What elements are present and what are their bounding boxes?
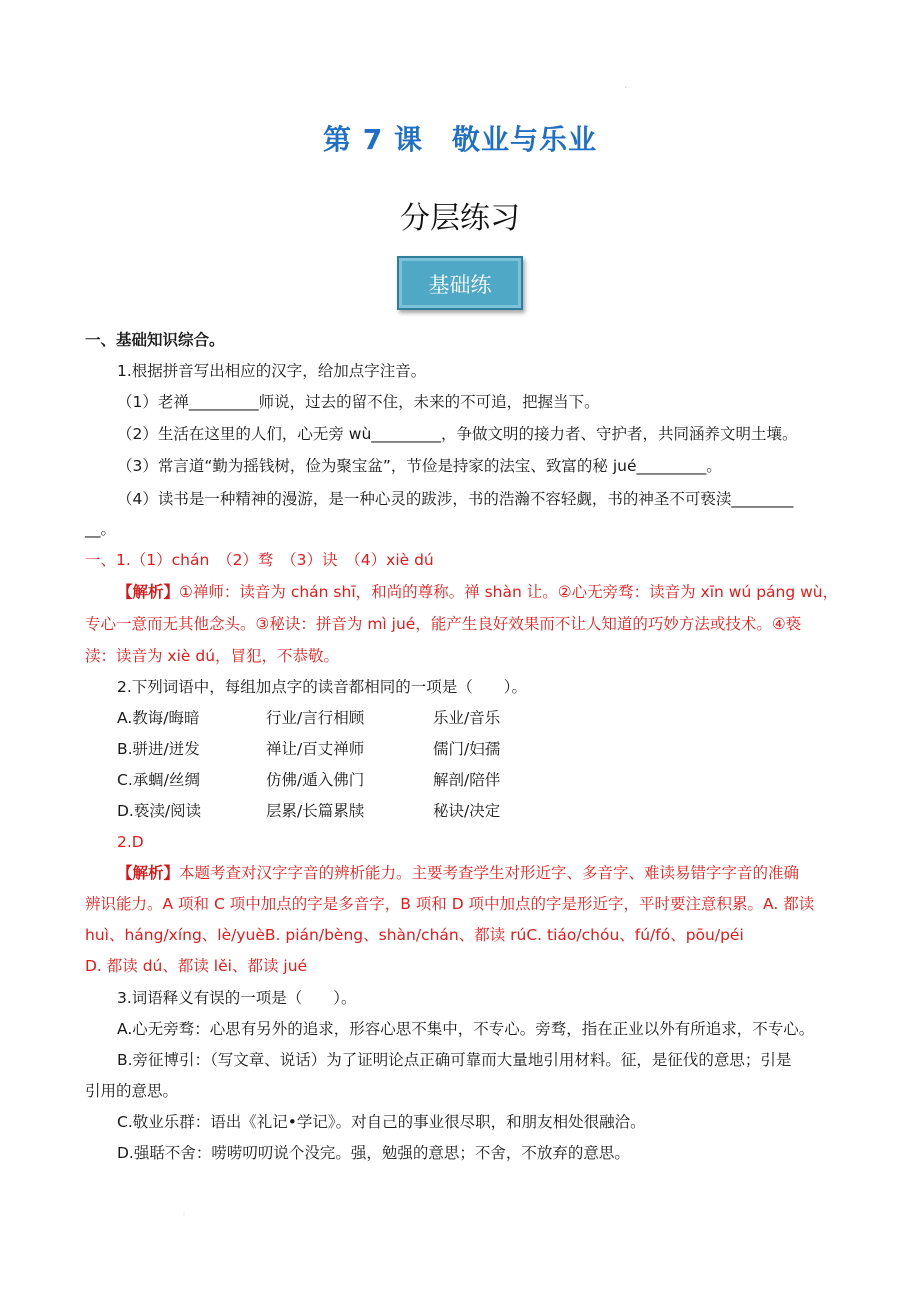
analysis-label: 【解析】	[117, 864, 180, 882]
question-1-item: （1）老禅_________师说，过去的留不住，未来的不可追，把握当下。	[117, 393, 600, 411]
question-3-option: D.强聒不舍：唠唠叨叨说个没完。强，勉强的意思；不舍，不放弃的意思。	[117, 1144, 630, 1162]
scan-mark: :	[183, 1210, 186, 1217]
analysis-label: 【解析】	[117, 583, 180, 601]
page-title: 第 7 课 敬业与乐业	[323, 123, 597, 156]
question-1-item: （2）生活在这里的人们，心无旁 wù_________，争做文明的接力者、守护者，共同涵养文明土壤。	[117, 425, 798, 443]
question-1-prompt: 1.根据拼音写出相应的汉字，给加点字注音。	[117, 362, 427, 380]
question-2-option: 禅让/百丈禅师	[266, 740, 365, 758]
page-subtitle: 分层练习	[400, 201, 520, 236]
question-2-option: A.教诲/晦暗	[117, 709, 200, 727]
question-1-item: （3）常言道“勤为摇钱树，俭为聚宝盆”，节俭是持家的法宝、致富的秘 jué_________。	[117, 457, 722, 475]
question-2-analysis	[117, 863, 799, 883]
question-2-option: D.亵渎/阅读	[117, 802, 202, 820]
level-badge: 基础练	[397, 256, 523, 310]
scan-mark: '	[625, 86, 627, 93]
question-2-analysis: huì、háng/xíng、lè/yuèB. pián/bèng、shàn/chán、都读 rúC. tiáo/chóu、fú/fó、pōu/péi	[85, 926, 744, 944]
question-2-answer: 2.D	[117, 833, 144, 851]
question-2-option: 秘诀/决定	[433, 802, 501, 820]
question-3-option: 引用的意思。	[85, 1082, 179, 1100]
question-3-prompt: 3.词语释义有误的一项是（ ）。	[117, 989, 357, 1007]
question-1-item: __。	[85, 520, 117, 538]
question-2-option: 层累/长篇累牍	[266, 802, 365, 820]
question-2-option: B.骈进/迸发	[117, 740, 200, 758]
question-2-option: C.承蜩/丝绸	[117, 771, 200, 789]
question-3-option: C.敬业乐群：语出《礼记•学记》。对自己的事业很尽职，和朋友相处很融洽。	[117, 1113, 646, 1131]
question-2-option: 乐业/音乐	[433, 709, 501, 727]
analysis-text: 本题考查对汉字字音的辨析能力。主要考查学生对形近字、多音字、难读易错字字音的准确	[179, 864, 800, 882]
section-heading: 一、基础知识综合。	[85, 331, 225, 349]
question-1-analysis: 专心一意而无其他念头。③秘诀：拼音为 mì jué，能产生良好效果而不让人知道的巧妙方法或技术。④亵	[85, 615, 802, 633]
question-3-option: B.旁征博引：（写文章、说话）为了证明论点正确可靠而大量地引用材料。征，是征伐的意思；引是	[117, 1051, 792, 1069]
question-2-option: 行业/言行相顾	[266, 709, 365, 727]
question-2-option: 解剖/陪伴	[433, 771, 501, 789]
question-2-option: 儒门/妇孺	[433, 740, 501, 758]
question-2-prompt: 2.下列词语中，每组加点字的读音都相同的一项是（ ）。	[117, 678, 528, 696]
question-1-item: （4）读书是一种精神的漫游，是一种心灵的跋涉，书的浩瀚不容轻觑，书的神圣不可亵渎________	[117, 490, 794, 508]
question-2-analysis: 辨识能力。A 项和 C 项中加点的字是多音字，B 项和 D 项中加点的字是形近字，平时要注意积累。A. 都读	[85, 895, 815, 913]
question-2-option: 仿佛/遁入佛门	[266, 771, 365, 789]
question-1-analysis: 渎：读音为 xiè dú，冒犯，不恭敬。	[85, 647, 340, 665]
question-1-answer: 一、1.（1）chán （2）骛 （3）诀 （4）xiè dú	[85, 551, 434, 569]
question-2-analysis: D. 都读 dú、都读 lěi、都读 jué	[85, 957, 308, 975]
question-3-option: A.心无旁骛：心思有另外的追求，形容心思不集中，不专心。旁骛，指在正业以外有所追求，不专心。	[117, 1020, 815, 1038]
analysis-text: ①禅师：读音为 chán shī，和尚的尊称。禅 shàn 让。②心无旁骛：读音为 xīn wú páng wù，	[179, 583, 839, 601]
question-1-analysis	[117, 582, 838, 602]
